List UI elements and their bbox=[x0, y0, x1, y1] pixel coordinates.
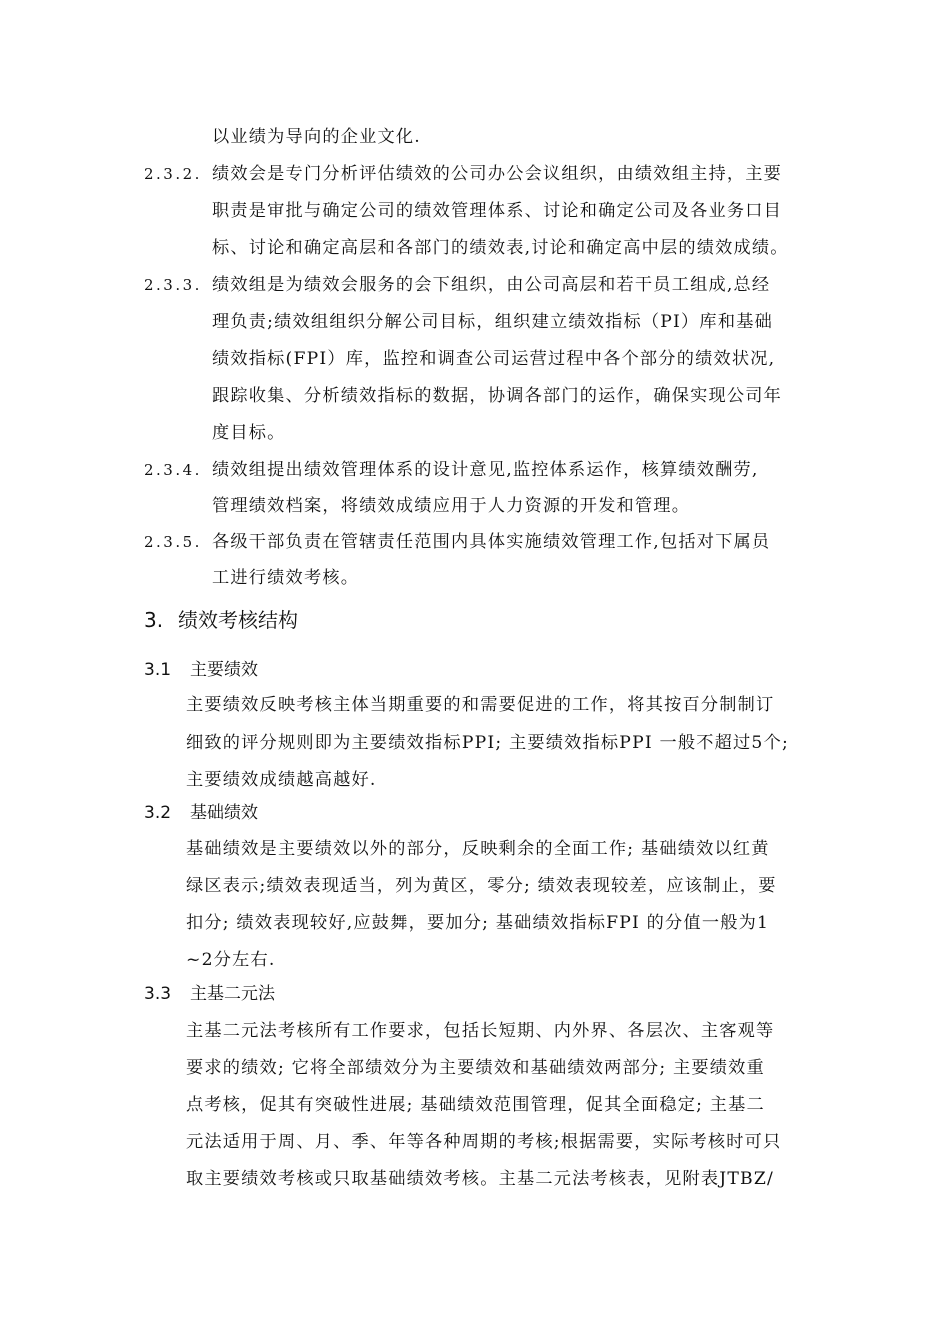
item-2-3-2-line-1: 绩效会是专门分析评估绩效的公司办公会议组织，由绩效组主持，主要 bbox=[212, 164, 783, 184]
subsection-3-3-line-1: 主基二元法考核所有工作要求，包括长短期、内外界、各层次、主客观等 bbox=[186, 1021, 775, 1041]
item-2-3-3-line-2: 理负责;绩效组组织分解公司目标，组织建立绩效指标（PI）库和基础 bbox=[212, 312, 773, 332]
subsection-3-3-line-3: 点考核，促其有突破性进展; 基础绩效范围管理，促其全面稳定; 主基二 bbox=[186, 1095, 765, 1115]
intro-tail-line: 以业绩为导向的企业文化. bbox=[212, 127, 421, 147]
subsection-3-3-line-2: 要求的绩效; 它将全部绩效分为主要绩效和基础绩效两部分; 主要绩效重 bbox=[186, 1058, 765, 1078]
subsection-3-2-line-4: ~2分左右. bbox=[186, 950, 276, 970]
item-number-2-3-4: 2.3.4. bbox=[144, 461, 202, 479]
subsection-title: 主要绩效 bbox=[190, 660, 258, 680]
subsection-title: 基础绩效 bbox=[190, 803, 258, 823]
item-2-3-5-line-2: 工进行绩效考核。 bbox=[212, 568, 360, 588]
subsection-number: 3.2 bbox=[144, 803, 172, 823]
subsection-title: 主基二元法 bbox=[190, 984, 275, 1004]
subsection-number: 3.1 bbox=[144, 660, 172, 680]
item-2-3-3-line-5: 度目标。 bbox=[212, 423, 286, 443]
item-2-3-3-line-1: 绩效组是为绩效会服务的会下组织，由公司高层和若干员工组成,总经 bbox=[212, 275, 771, 295]
item-number-2-3-5: 2.3.5. bbox=[144, 533, 202, 551]
section-title: 绩效考核结构 bbox=[178, 608, 298, 632]
subsection-3-3-line-5: 取主要绩效考核或只取基础绩效考核。主基二元法考核表，见附表JTBZ/ bbox=[186, 1169, 774, 1189]
item-2-3-3-line-4: 跟踪收集、分析绩效指标的数据，协调各部门的运作，确保实现公司年 bbox=[212, 386, 783, 406]
item-2-3-4-line-2: 管理绩效档案，将绩效成绩应用于人力资源的开发和管理。 bbox=[212, 496, 691, 516]
subsection-3-1-line-3: 主要绩效成绩越高越好. bbox=[186, 770, 377, 790]
item-2-3-5-line-1: 各级干部负责在管辖责任范围内具体实施绩效管理工作,包括对下属员 bbox=[212, 532, 771, 552]
item-2-3-4-line-1: 绩效组提出绩效管理体系的设计意见,监控体系运作，核算绩效酬劳, bbox=[212, 460, 759, 480]
subsection-number: 3.3 bbox=[144, 984, 172, 1004]
subsection-3-3-line-4: 元法适用于周、月、季、年等各种周期的考核;根据需要，实际考核时可只 bbox=[186, 1132, 782, 1152]
item-2-3-2-line-3: 标、讨论和确定高层和各部门的绩效表,讨论和确定高中层的绩效成绩。 bbox=[212, 238, 789, 258]
item-2-3-3-line-3: 绩效指标(FPI）库，监控和调查公司运营过程中各个部分的绩效状况, bbox=[212, 349, 776, 369]
subsection-3-1-line-2: 细致的评分规则即为主要绩效指标PPI; 主要绩效指标PPI 一般不超过5个; bbox=[186, 733, 789, 753]
item-number-2-3-3: 2.3.3. bbox=[144, 276, 202, 294]
subsection-3-2-line-1: 基础绩效是主要绩效以外的部分，反映剩余的全面工作; 基础绩效以红黄 bbox=[186, 839, 770, 859]
item-number-2-3-2: 2.3.2. bbox=[144, 165, 202, 183]
subsection-3-2-line-2: 绿区表示;绩效表现适当，列为黄区，零分; 绩效表现较差，应该制止，要 bbox=[186, 876, 777, 896]
subsection-3-1-line-1: 主要绩效反映考核主体当期重要的和需要促进的工作，将其按百分制制订 bbox=[186, 695, 775, 715]
item-2-3-2-line-2: 职责是审批与确定公司的绩效管理体系、讨论和确定公司及各业务口目 bbox=[212, 201, 783, 221]
subsection-3-2-line-3: 扣分; 绩效表现较好,应鼓舞，要加分; 基础绩效指标FPI 的分值一般为1 bbox=[186, 913, 770, 933]
section-number: 3. bbox=[144, 608, 164, 632]
